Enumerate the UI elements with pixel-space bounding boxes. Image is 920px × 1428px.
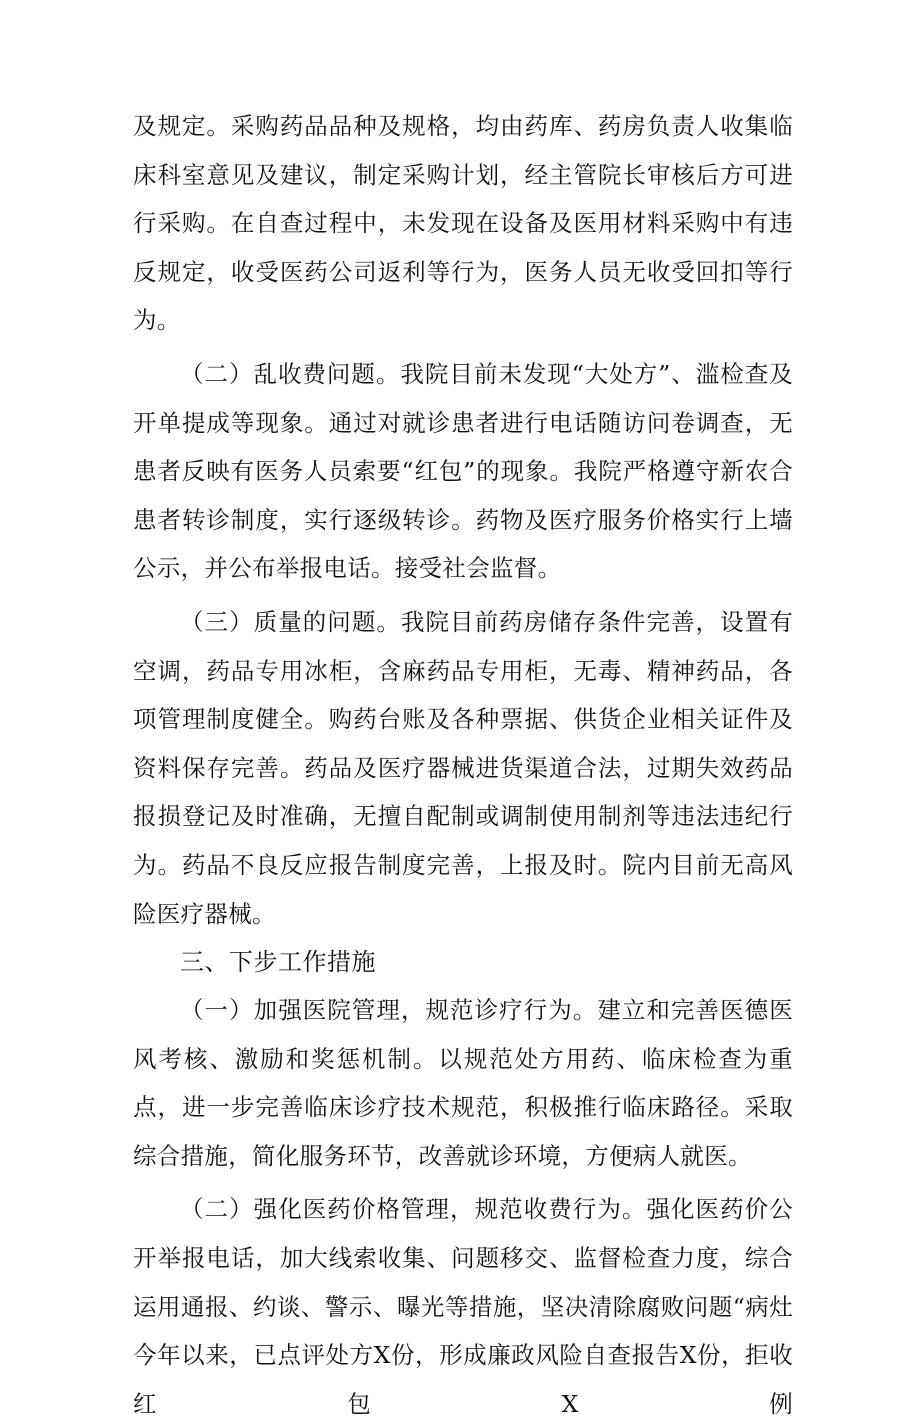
- paragraph-procurement-continued: 及规定。采购药品品种及规格，均由药库、药房负责人收集临床科室意见及建议，制定采购计划，经主管院长审核后方可进行采购。在自查过程中，未发现在设备及医用材料采购中有违反规定，收受医药公司返利等行为，医务人员无收受回扣等行为。: [133, 112, 793, 335]
- paragraph-overcharging: （二）乱收费问题。我院目前未发现“大处方”、滥检查及开单提成等现象。通过对就诊患者进行电话随访问卷调查，无患者反映有医务人员索要“红包”的现象。我院严格遵守新农合患者转诊制度，实行逐级转诊。药物及医疗服务价格实行上墙公示，并公布举报电话。接受社会监督。: [133, 359, 793, 583]
- document-body: [133, 102, 793, 1428]
- paragraph-quality: （三）质量的问题。我院目前药房储存条件完善，设置有空调，药品专用冰柜，含麻药品专用柜，无毒、精神药品，各项管理制度健全。购药台账及各种票据、供货企业相关证件及资料保存完善。药品及医疗器械进货渠道合法，过期失效药品报损登记及时准确，无擅自配制或调制使用制剂等违法违纪行为。药品不良反应报告制度完善，上报及时。院内目前无高风险医疗器械。: [133, 607, 793, 928]
- paragraph-price-management: （二）强化医药价格管理，规范收费行为。强化医药价公开举报电话，加大线索收集、问题移交、监督检查力度，综合运用通报、约谈、警示、曝光等措施，坚决清除腐败问题“病灶今年以来，已点评处方X份，形成廉政风险自查报告X份，拒收红包X例: [133, 1195, 793, 1418]
- paragraph-hospital-management: （一）加强医院管理，规范诊疗行为。建立和完善医德医风考核、激励和奖惩机制。以规范处方用药、临床检查为重点，进一步完善临床诊疗技术规范，积极推行临床路径。采取综合措施，简化服务环节，改善就诊环境，方便病人就医。: [133, 996, 793, 1170]
- section-heading-next-steps: 三、下步工作措施: [180, 948, 376, 977]
